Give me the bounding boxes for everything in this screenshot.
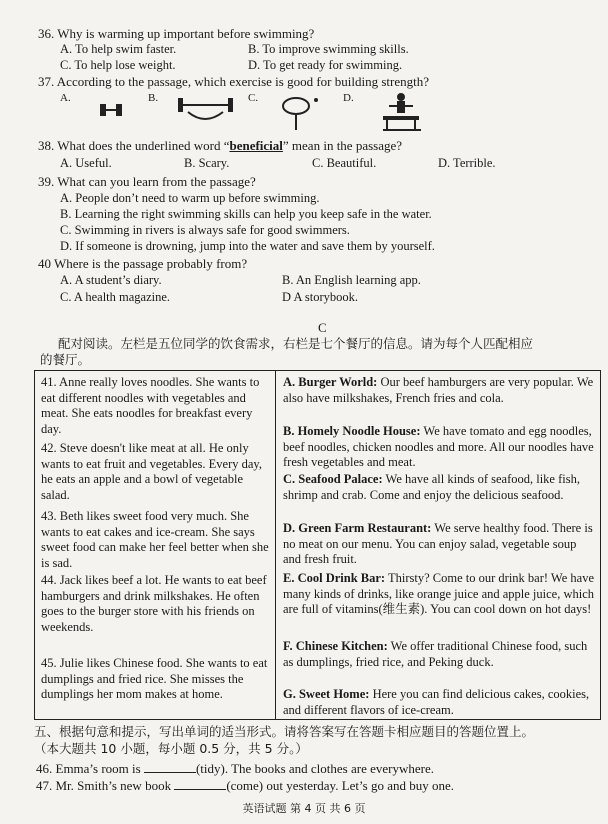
person-45: 45. Julie likes Chinese food. She wants to eat dumplings and fried rice. She misses the dumplings her mom makes at home.: [41, 656, 268, 701]
q37-option-b-picture: B.: [148, 92, 240, 132]
dumbbell-small-icon: [60, 92, 140, 132]
restaurant-a: A. Burger World: Our beef hamburgers are very popular. We also have milkshakes, French fries and cola.: [283, 375, 594, 405]
restaurant-b: B. Homely Noodle House: We have tomato and egg noodles, beef noodles, chicken noodles and more. All our noodles have fresh vegetables and meat.: [283, 424, 594, 469]
q40-option-a: A. A student’s diary.: [60, 273, 162, 287]
section-c-heading: C: [318, 320, 327, 335]
restaurant-g: G. Sweet Home: Here you can find delicious cakes, cookies, and different flavors of ice-cream.: [283, 687, 590, 717]
q40-option-c: C. A health magazine.: [60, 290, 171, 304]
restaurant-e: E. Cool Drink Bar: Thirsty? Come to our drink bar! We have many kinds of drinks, like orange juice and apple juice, which are full of vitamins(维生素). You can cool down on hot days!: [283, 571, 595, 616]
section-5-instruction-line2: （本大题共 10 小题，每小题 0.5 分，共 5 分。）: [34, 741, 308, 756]
restaurant-c: C. Seafood Palace: We have all kinds of seafood, like fish, shrimp and crab. Come and enjoy the delicious seafood.: [283, 472, 580, 502]
restaurant-f: F. Chinese Kitchen: We offer traditional Chinese food, such as dumplings, fried rice, and Peking duck.: [283, 639, 588, 669]
person-43: 43. Beth likes sweet food very much. She wants to eat cakes and ice-cream. She says sweet food can make her feel better when she is sad.: [41, 509, 269, 570]
q40-option-b: B. An English learning app.: [282, 273, 421, 287]
table-tennis-icon: [248, 92, 340, 132]
q36-option-a: A. To help swim faster.: [60, 42, 177, 56]
q40-option-d: D A storybook.: [282, 290, 359, 304]
q36-option-b: B. To improve swimming skills.: [248, 42, 409, 56]
person-41: 41. Anne really loves noodles. She wants to eat different noodles with vegetables and meat. She eats noodles for breakfast every day.: [41, 375, 260, 436]
question-37: 37. According to the passage, which exercise is good for building strength?: [38, 74, 429, 89]
q38-option-d: D. Terrible.: [438, 156, 496, 170]
page-footer: 英语试题 第 4 页 共 6 页: [242, 802, 366, 815]
q37-option-d-picture: D.: [343, 92, 423, 132]
person-42: 42. Steve doesn't like meat at all. He only wants to eat fruit and vegetables. Every day, he eats an apple and a bowl of vegetable salad.: [41, 441, 262, 502]
question-40: 40 Where is the passage probably from?: [38, 256, 248, 271]
question-36: 36. Why is warming up important before swimming?: [38, 26, 315, 41]
question-39: 39. What can you learn from the passage?: [38, 174, 256, 189]
q37-option-c-picture: C.: [248, 92, 340, 132]
q39-option-d: D. If someone is drowning, jump into the water and save them by yourself.: [60, 239, 435, 253]
answer-blank-46: [144, 761, 196, 773]
q38-option-a: A. Useful.: [60, 156, 112, 170]
question-38: 38. What does the underlined word “beneficial” mean in the passage?: [38, 138, 403, 153]
restaurant-d: D. Green Farm Restaurant: We serve healthy food. There is no meat on our menu. You can enjoy salad, vegetable soup and fresh fruit.: [283, 521, 593, 566]
q38-underlined-word: beneficial: [229, 138, 283, 153]
question-47: 47. Mr. Smith’s new book (come) out yesterday. Let’s go and buy one.: [36, 778, 454, 793]
weight-bench-icon: [148, 92, 240, 132]
question-46: 46. Emma’s room is (tidy). The books and clothes are everywhere.: [36, 761, 434, 776]
exercise-machine-icon: [343, 92, 423, 132]
q39-option-a: A. People don’t need to warm up before swimming.: [60, 191, 320, 205]
q36-option-c: C. To help lose weight.: [60, 58, 176, 72]
section-c-instruction-line2: 的餐厅。: [40, 352, 91, 367]
q39-option-b: B. Learning the right swimming skills can help you keep safe in the water.: [60, 207, 432, 221]
q36-option-d: D. To get ready for swimming.: [248, 58, 403, 72]
answer-blank-47: [174, 778, 226, 790]
section-5-instruction-line1: 五、根据句意和提示，写出单词的适当形式。请将答案写在答题卡相应题目的答题位置上。: [34, 724, 535, 739]
matching-table: [34, 370, 601, 720]
q37-picture-options: [60, 92, 420, 132]
q37-option-a-picture: A.: [60, 92, 140, 132]
q38-option-b: B. Scary.: [184, 156, 230, 170]
person-44: 44. Jack likes beef a lot. He wants to eat beef hamburgers and drink milkshakes. He often goes to the burger store with his friends on weekends.: [41, 573, 267, 634]
q39-option-c: C. Swimming in rivers is always safe for good swimmers.: [60, 223, 350, 237]
section-c-instruction-line1: 配对阅读。左栏是五位同学的饮食需求，右栏是七个餐厅的信息。请为每个人匹配相应: [58, 336, 534, 351]
q38-option-c: C. Beautiful.: [312, 156, 377, 170]
